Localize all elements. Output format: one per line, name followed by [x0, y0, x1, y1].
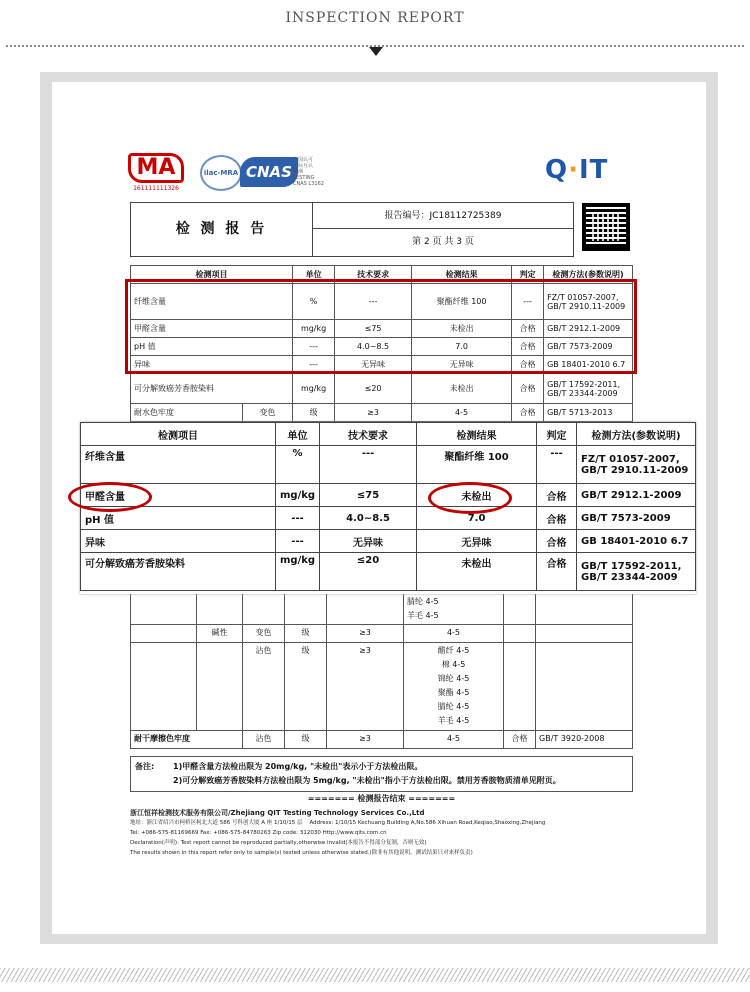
- table-row: 沾色 级 ≥3 醋纤 4-5 棉 4-5 锦纶 4-5 聚酯 4-5 腈纶 4-5 羊毛 4-5: [131, 643, 633, 731]
- table-row: 异味 --- 无异味 无异味 合格 GB 18401-2010 6.7: [81, 530, 696, 553]
- qit-logo: Q·IT: [545, 155, 609, 185]
- cma-logo: [128, 153, 184, 192]
- bottom-hatch-strip: [0, 968, 750, 982]
- notes-box: 备注: 1)甲醛含量方法检出限为 20mg/kg, "未检出"表示小于方法检出限。 2)可分解致癌芳香胺染料方法检出限为 5mg/kg, "未检出"指小于方法检出限。禁用芳香胺物质清单见附页。: [130, 756, 633, 792]
- table-row: 耐水色牢度 变色 级 ≥3 4-5 合格 GB/T 5713-2013: [131, 404, 633, 422]
- table-row: 可分解致癌芳香胺染料 mg/kg ≤20 未检出 合格 GB/T 17592-2011, GB/T 23344-2009: [131, 374, 633, 404]
- report-title: 检 测 报 告: [131, 203, 313, 256]
- zoomed-results-table: [80, 422, 696, 591]
- table-row: pH 值 --- 4.0~8.5 7.0 合格 GB/T 7573-2009: [81, 507, 696, 530]
- qr-code-icon: [582, 203, 630, 251]
- table-row: 碱性 变色 级 ≥3 4-5: [131, 625, 633, 643]
- highlight-ellipse-result: [428, 482, 512, 514]
- table-row: 腈纶 4-5 羊毛 4-5: [131, 594, 633, 625]
- zoomed-table-overlay: [80, 422, 696, 594]
- down-arrow-icon: [369, 47, 383, 56]
- report-end-line: ======= 检测报告结束 =======: [307, 794, 456, 803]
- table-row: 甲醛含量 mg/kg ≤75 未检出 合格 GB/T 2912.1-2009: [81, 484, 696, 507]
- ilac-mra-logo: ilac-MRA: [200, 155, 242, 191]
- table-row: 甲醛含量 mg/kg ≤75 未检出 合格 GB/T 2912.1-2009: [131, 320, 633, 338]
- table-row: 耐干摩擦色牢度 沾色 级 ≥3 4-5 合格 GB/T 3920-2008: [131, 731, 633, 749]
- table-header-row: 检测项目 单位 技术要求 检测结果 判定 检测方法(参数说明): [131, 266, 633, 284]
- highlight-ellipse-item: [68, 482, 152, 512]
- report-number: 报告编号：JC18112725389: [313, 203, 573, 229]
- table-header-row: 检测项目 单位 技术要求 检测结果 判定 检测方法(参数说明): [81, 423, 696, 446]
- cnas-logo: CNAS: [240, 157, 298, 187]
- table-row: 纤维含量 % --- 聚酯纤维 100 --- FZ/T 01057-2007, GB/T 2910.11-2009: [81, 446, 696, 484]
- table-row: 可分解致癌芳香胺染料 mg/kg ≤20 未检出 合格 GB/T 17592-2011, GB/T 23344-2009: [81, 553, 696, 591]
- page-info: 第 2 页 共 3 页: [412, 237, 474, 247]
- cma-logo-mark: MA: [128, 153, 184, 183]
- highlight-box: [125, 279, 637, 374]
- page-header-title: INSPECTION REPORT: [285, 10, 465, 26]
- table-row: pH 值 --- 4.0~8.5 7.0 合格 GB/T 7573-2009: [131, 338, 633, 356]
- cma-logo-number: 161111111326: [133, 185, 179, 192]
- table-row: 纤维含量 % --- 聚酯纤维 100 --- FZ/T 01057-2007, GB/T 2910.11-2009: [131, 284, 633, 320]
- lower-results-table: [130, 593, 633, 749]
- cnas-logo-text: 中国认可 国际互认 检测 TESTING CNAS L3162: [293, 157, 324, 187]
- table-row: 异味 --- 无异味 无异味 合格 GB 18401-2010 6.7: [131, 356, 633, 374]
- report-footer: 浙江恒祥检测技术服务有限公司/Zhejiang QIT Testing Technology Services Co.,Ltd 地址：浙江省绍兴市柯桥区柯北大道 586 号科创大厦 A 座 1/10/15 层 Address: 1/10/15 Kechuang Building A,No.586 Xihuan Road,Keqiao,Shaoxing,Zhejiang Tel: +086-575-81169669 Fax: +086-575-84780263 Zip code: 312030 Http://www.qits.com.cn Declaration(声明): Test report cannot be reproduced partially,otherwise invalid(本报告不得部分复制，否则无效) The results shown in this report refer only to sample(s) tested unless otherwise stated.(除非有其他说明，测试结果只对来样负责): [130, 809, 546, 856]
- report-title-box: [130, 202, 574, 257]
